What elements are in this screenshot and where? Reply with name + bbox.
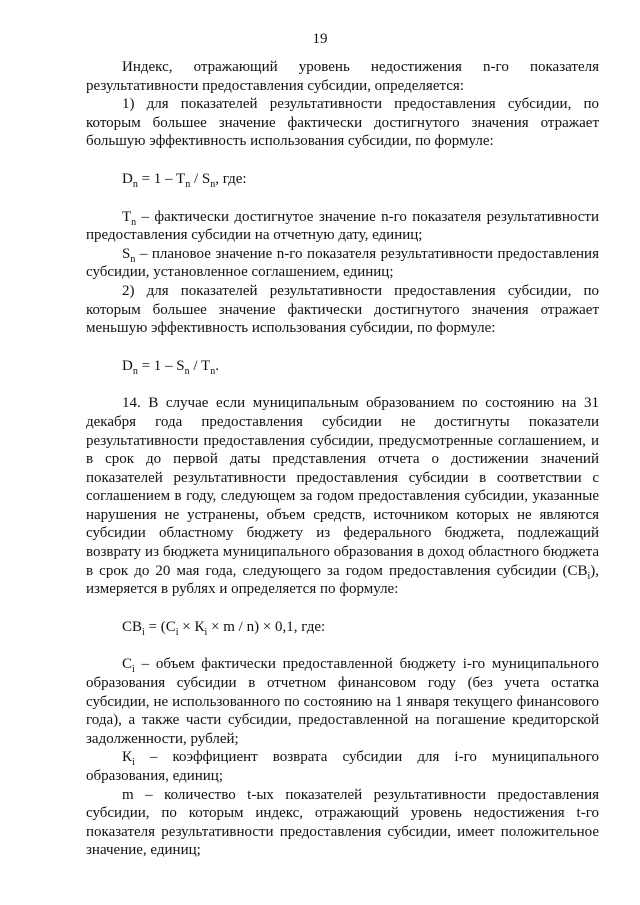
definition-tn: $T_n$ – фактически достигнутое значение n-го показателя результативности предоставления субсидии на отчетную дату, единиц; [86,208,599,244]
page-number: 19 [312,31,328,47]
formula-cbi: $СВ_i = (С_i \times К_i \times m / n) \times 0,1$, где: [122,618,326,638]
definition-m: m – количество t-ых показателей результативности предоставления субсидии, по которым индекс, отражающий уровень недостижения t-го показателя результативности предоставления субсидии, имеет положительное значение, единиц; [86,786,599,859]
definition-ki: $К_i$ – коэффициент возврата субсидии для i-го муниципального образования, единиц; [86,749,599,784]
paragraph-case-2: 2) для показателей результативности предоставления субсидии, по которым большее значение фактически достигнутого значения отражает меньшую эффективность использования субсидии, по формуле: [86,282,599,337]
paragraph-case-1: 1) для показателей результативности предоставления субсидии, по которым большее значение фактически достигнутого значения отражает большую эффективность использования субсидии, по формуле: [86,96,599,150]
formula-dn-1: $D_n = 1 - T_n / S_n$, где: [122,170,247,190]
formula-dn-2: $D_n = 1 - S_n / T_n$. [122,357,219,377]
document-body [86,58,599,860]
definition-ci: $С_i$ – объем фактически предоставленной бюджету i-го муниципального образования субсидии в отчетном финансовом году (без учета остатка субсидии, не использованного по состоянию на 1 января текущего финансового года), а также части субсидии, предоставленной на погашение кредиторской задолженности, рублей; [86,656,599,747]
paragraph-14: 14. В случае если муниципальным образованием по состоянию на 31 декабря года предоставления субсидии не достигнуты показатели результативности предоставления субсидии, предусмотренные соглашением, и в срок до первой даты представления отчета о достижении значений показателей результативности предоставления субсидии в соответствии с соглашением в году, следующем за годом предоставления субсидии, указанные нарушения не устранены, объем средств, источником которых не являются субсидии областному бюджету из федерального бюджета, подлежащий возврату из бюджета муниципального образования в доход областного бюджета в срок до 20 мая года, следующего за годом предоставления субсидии $(СВ_i)$, измеряется в рублях и определяется по формуле: [86,395,599,598]
definition-sn: $S_n$ – плановое значение n-го показателя результативности предоставления субсидии, установленное соглашением, единиц; [86,245,599,281]
paragraph-intro: Индекс, отражающий уровень недостижения n-го показателя результативности предоставления субсидии, определяется: [86,59,599,94]
